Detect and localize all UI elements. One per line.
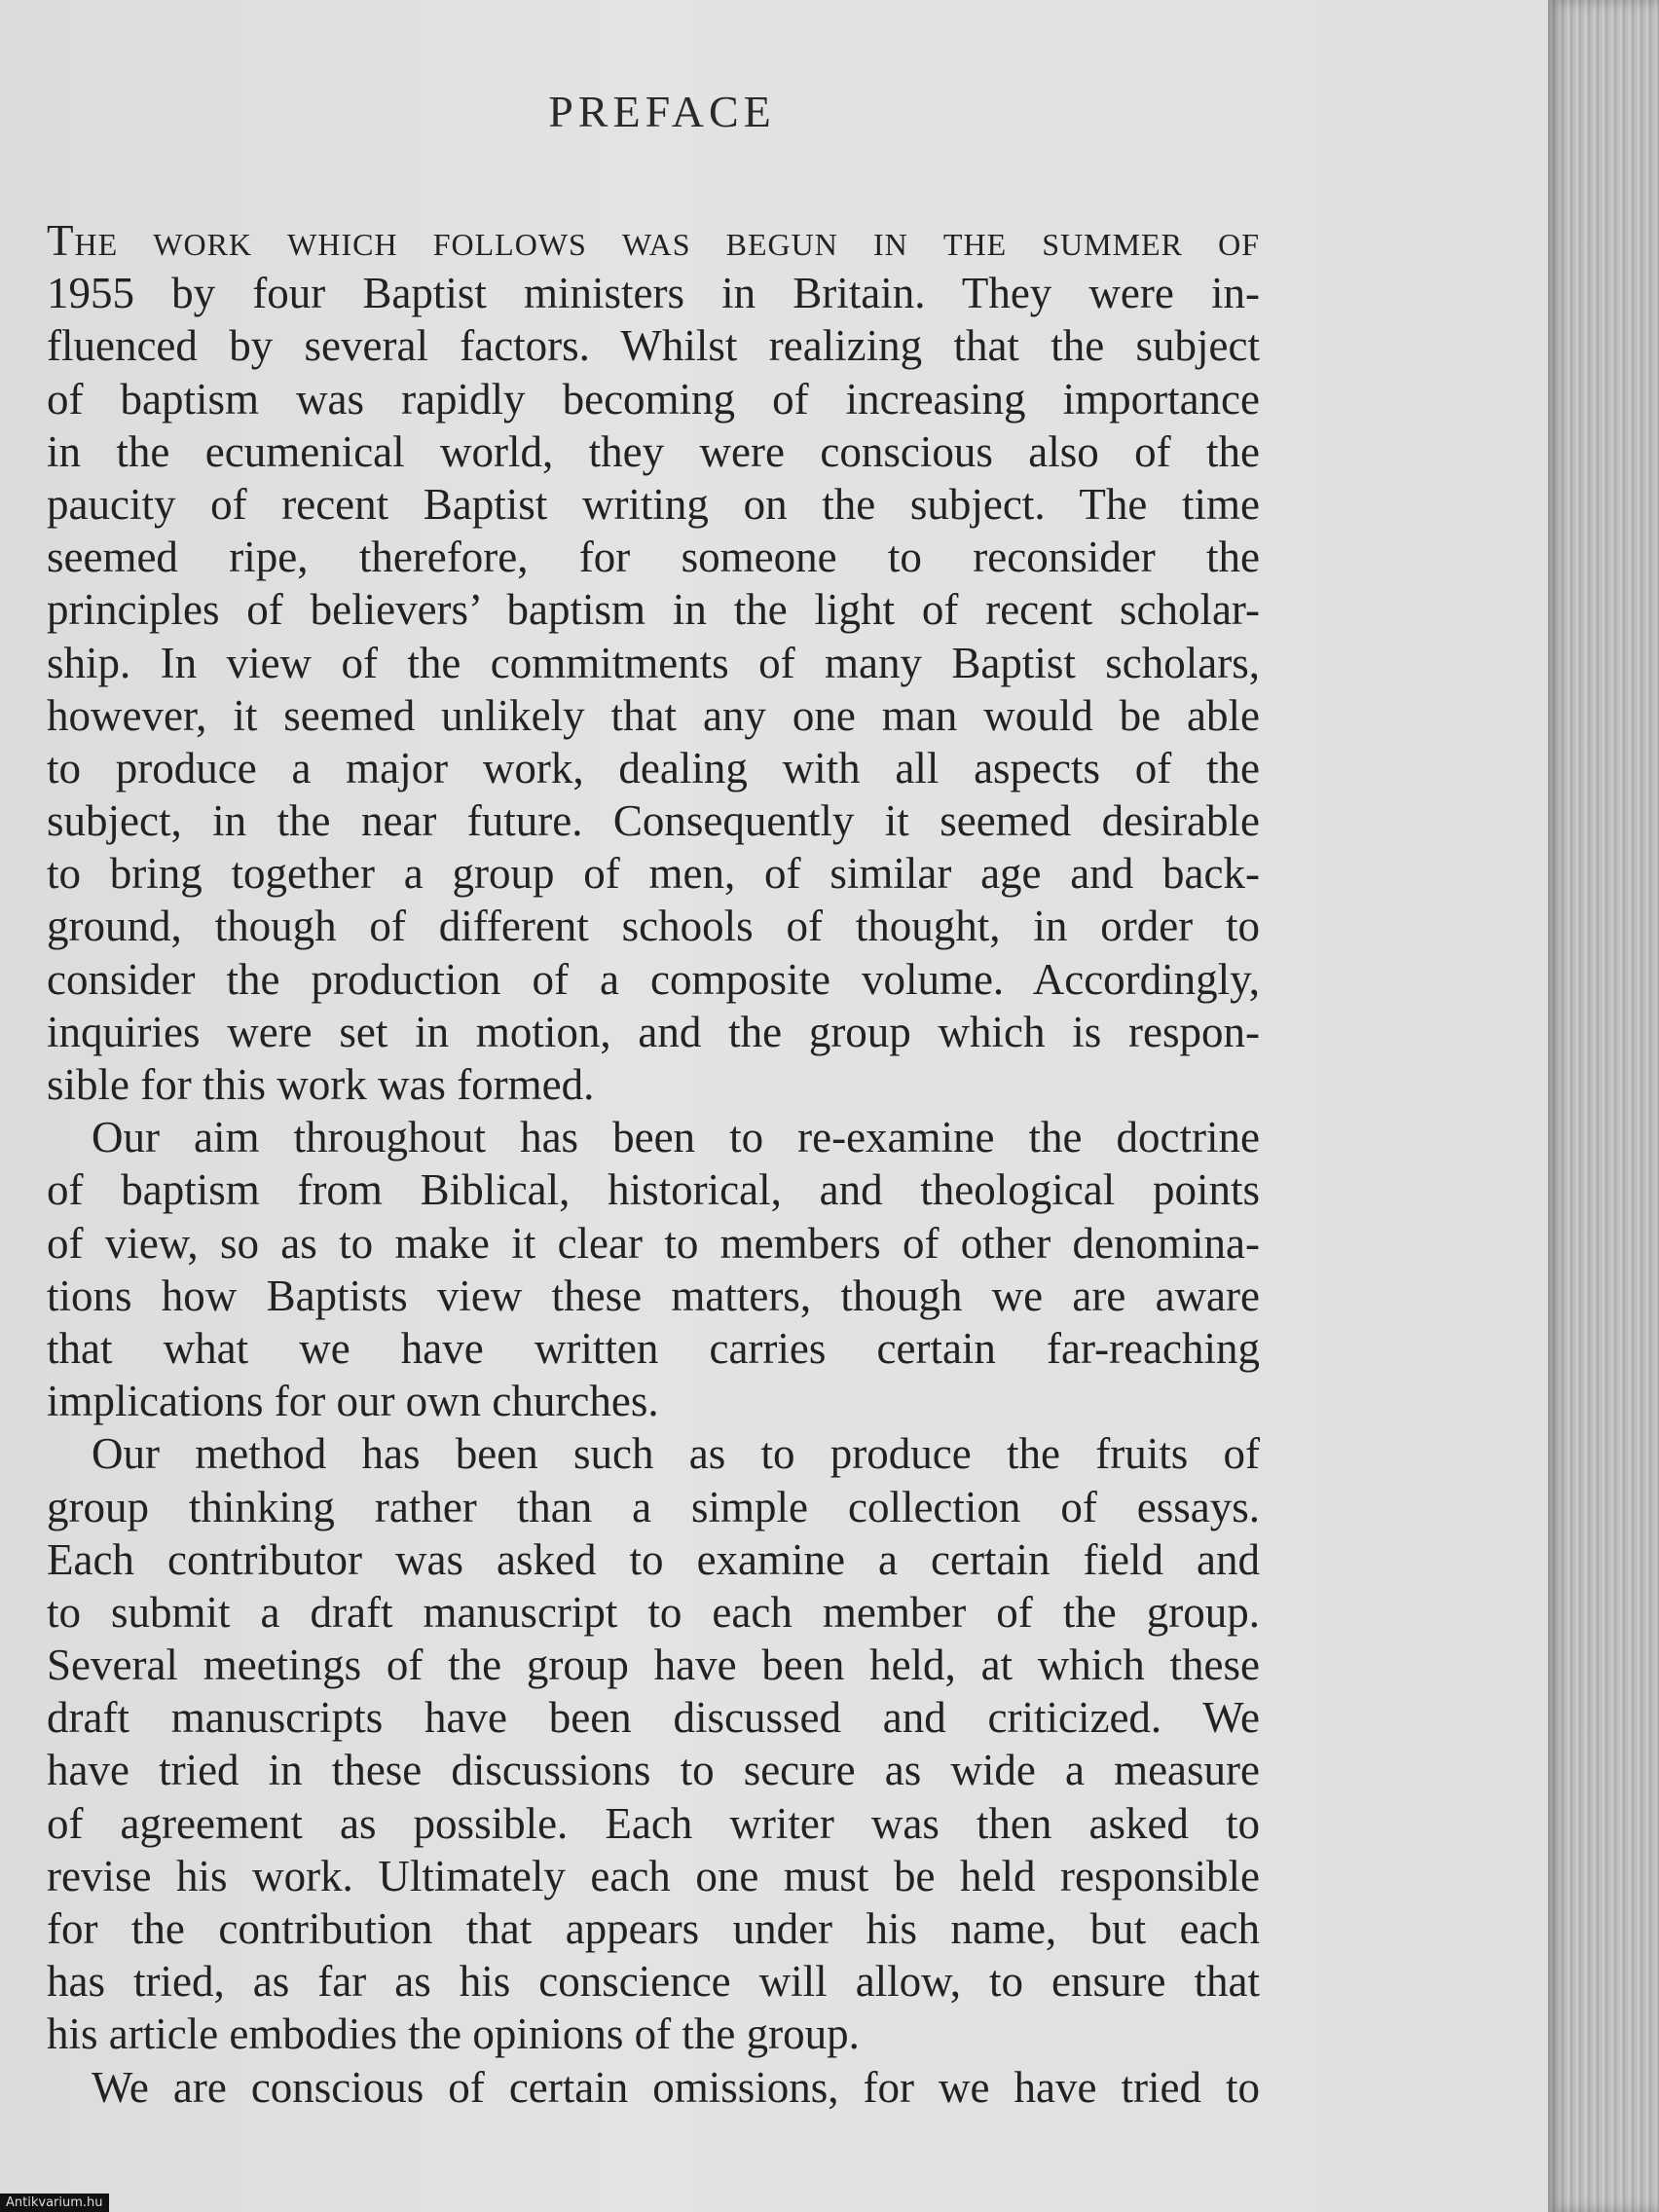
paragraph-3-line-8: of agreement as possible. Each writer was then asked to <box>47 1798 1260 1848</box>
paragraph-3-line-7: have tried in these discussions to secure as wide a measure <box>47 1746 1260 1795</box>
paragraph-1-line-14: ground, though of different schools of thought, in order to <box>47 902 1260 951</box>
paragraph-3-line-2: group thinking rather than a simple collection of essays. <box>47 1482 1260 1531</box>
paragraph-1-line-13: to bring together a group of men, of similar age and back- <box>47 849 1260 899</box>
paragraph-1-line-1: The work which follows was begun in the summer of <box>47 216 1260 265</box>
paragraph-2-line-1: Our aim throughout has been to re-examine the doctrine <box>92 1113 1260 1162</box>
paragraph-3-line-5: Several meetings of the group have been held, at which these <box>47 1641 1260 1690</box>
paragraph-2-line-2: of baptism from Biblical, historical, and theological points <box>47 1165 1260 1215</box>
paragraph-3-line-10: for the contribution that appears under his name, but each <box>47 1904 1260 1953</box>
paragraph-3-line-9: revise his work. Ultimately each one must be held responsible <box>47 1851 1260 1900</box>
paragraph-1-line-12: subject, in the near future. Consequently it seemed desirable <box>47 796 1260 846</box>
paragraph-1-line-11: to produce a major work, dealing with all aspects of the <box>47 743 1260 793</box>
paragraph-3-line-11: has tried, as far as his conscience will allow, to ensure that <box>47 1957 1260 2007</box>
paragraph-2-line-3: of view, so as to make it clear to members of other denomina- <box>47 1218 1260 1268</box>
paragraph-3-line-3: Each contributor was asked to examine a certain field and <box>47 1534 1260 1584</box>
paragraph-2-line-5: that what we have written carries certain far-reaching <box>47 1323 1260 1373</box>
paragraph-3-line-12: his article embodies the opinions of the group. <box>47 2009 860 2059</box>
paragraph-1-line-10: however, it seemed unlikely that any one man would be able <box>47 690 1260 740</box>
paragraph-2-line-6: implications for our own churches. <box>47 1377 659 1426</box>
paragraph-1-line-3: fluenced by several factors. Whilst realizing that the subject <box>47 321 1260 371</box>
paragraph-4-line-1: We are conscious of certain omissions, for we have tried to <box>92 2062 1260 2112</box>
watermark-label: Antikvarium.hu <box>0 2194 109 2212</box>
paragraph-1-line-9: ship. In view of the commitments of many Baptist scholars, <box>47 638 1260 687</box>
page-title: PREFACE <box>548 87 776 136</box>
page-stack-edge <box>1548 0 1659 2212</box>
paragraph-3-line-4: to submit a draft manuscript to each member of the group. <box>47 1587 1260 1637</box>
paragraph-1-line-6: paucity of recent Baptist writing on the subject. The time <box>47 479 1260 529</box>
paragraph-1-line-5: in the ecumenical world, they were conscious also of the <box>47 426 1260 476</box>
paragraph-3-line-1: Our method has been such as to produce the fruits of <box>92 1429 1260 1479</box>
paragraph-2-line-4: tions how Baptists view these matters, though we are aware <box>47 1271 1260 1320</box>
paragraph-1-line-15: consider the production of a composite volume. Accordingly, <box>47 954 1260 1004</box>
paragraph-1-line-2: 1955 by four Baptist ministers in Britain. They were in- <box>47 269 1260 318</box>
paragraph-1-line-17: sible for this work was formed. <box>47 1060 595 1109</box>
paragraph-1-line-16: inquiries were set in motion, and the group which is respon- <box>47 1007 1260 1056</box>
paragraph-1-line-4: of baptism was rapidly becoming of increasing importance <box>47 374 1260 424</box>
paragraph-3-line-6: draft manuscripts have been discussed and criticized. We <box>47 1693 1260 1743</box>
paragraph-1-line-8: principles of believers’ baptism in the light of recent scholar- <box>47 585 1260 635</box>
preface-body <box>47 214 1260 2114</box>
paragraph-1-line-7: seemed ripe, therefore, for someone to reconsider the <box>47 533 1260 582</box>
